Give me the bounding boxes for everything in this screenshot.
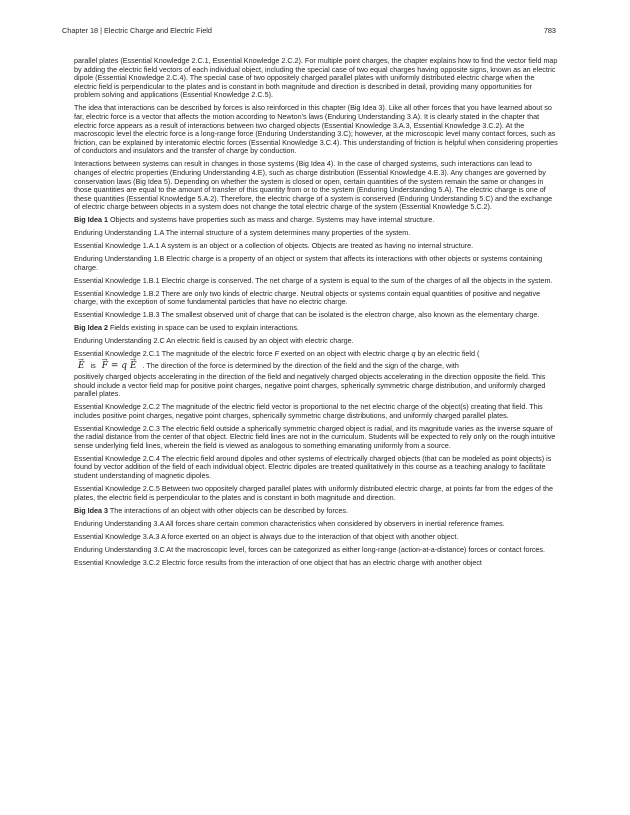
force-equation: → F = q → E [102,359,137,373]
paragraph-group-2 [74,403,558,567]
paragraph: Essential Knowledge 2.C.2 The magnitude of the electric field vector is proportional to the net electric charge of the object(s) creating that field. This includes positive point charges, negative point charges, spherically symmetric charge distributions, and uniformly charged parallel plates. [74,402,543,420]
paragraph: Big Idea 2 Fields existing in space can be used to explain interactions. [74,323,299,333]
paragraph: Big Idea 1 Objects and systems have properties such as mass and charge. Systems may have internal structure. [74,215,435,225]
paragraph: Enduring Understanding 1.B Electric charge is a property of an object or system that affects its interactions with other objects or systems containing charge. [74,254,543,272]
paragraph: Essential Knowledge 1.B.3 The smallest observed unit of charge that can be isolated is the electron charge, also known as the elementary charge. [74,310,540,320]
paragraph: Essential Knowledge 1.B.2 There are only two kinds of electric charge. Neutral objects or systems contain equal quantities of positive and negative charge, with the exception of some fundamental particles that have no electric charge. [74,288,541,307]
is-word: is [90,360,96,370]
paragraph: The idea that interactions can be described by forces is also reinforced in this chapter (Big Idea 3). Like all other forces that you have learned about so far, electric force is a vector that affects the motion according to Newton's laws (Enduring Understanding 3.A). It is clearly stated in the chapter that electric force appears as a result of interactions between two charged objects (Essential Knowledge 3.A.3, Essential Knowledge 3.C.2). At the macroscopic level the electric force is a long-range force (Enduring Understanding 3.C); however, at the microscopic level many contact forces, such as friction, can be explained by interatomic electric forces (Essential Knowledge 3.C.4). This understanding of friction is helpful when considering properties of conductors and insulators and the transfer of charge by conduction. [74,103,558,156]
paragraph: Big Idea 3 The interactions of an object with other objects can be described by forces. [74,505,348,515]
paragraph: Essential Knowledge 3.A.3 A force exerted on an object is always due to the interaction of that object with another object. [74,531,459,541]
paragraph-group-1 [74,57,558,346]
formula-line: → E is → F = q → E . The direction of the force is determined by the direction of the field and the sign of the charge, with [74,361,459,370]
paragraph: Essential Knowledge 3.C.2 Electric force results from the interaction of one object that has an electric charge with another object [74,557,482,567]
paragraph: Interactions between systems can result in changes in those systems (Big Idea 4). In the case of charged systems, such interactions can lead to changes of electric properties (Enduring Understanding 4.E), such as charge distribution (Essential Knowledge 4.E.3). Any changes are governed by conservation laws (Big Idea 5). Depending on whether the system is closed or open, certain quantities of the system remain the same or changes in those quantities are equal to the amount of transfer of this quantity from or to the system (Enduring Understanding 5.A). The electric charge is one of these quantities (Essential Knowledge 5.A.2). Therefore, the electric charge of a system is conserved (Enduring Understanding 5.C) and the exchange of electric charge between objects in a system does not change the total electric charge of the system (Essential Knowledge 5.C.2). [74,159,553,212]
variable-q: q [411,349,416,359]
big-idea-label: Big Idea 2 [74,323,108,333]
paragraph: Essential Knowledge 2.C.3 The electric field outside a spherically symmetric charged object is radial, and its magnitude varies as the inverse square of the radial distance from the center of that object. Electric field lines are not in the curriculum. Students will be expected to rely only on the rough intuitive sense underlying field lines, wherein the field is viewed as analogous to something emanating uniformly from a source. [74,423,556,450]
chapter-title: Chapter 18 | Electric Charge and Electric Field [62,26,212,35]
paragraph: Essential Knowledge 1.B.1 Electric charge is conserved. The net charge of a system is equal to the sum of the charges of all the objects in the system. [74,275,553,285]
paragraph: parallel plates (Essential Knowledge 2.C.1, Essential Knowledge 2.C.2). For multiple point charges, the chapter explains how to find the vector field map by adding the electric field vectors of each individual object, including the special case of two equal charges having opposite signs, known as an electric dipole (Essential Knowledge 2.C.4). The special case of two oppositely charged parallel plates with uniformly distributed electric charge when the electric field is perpendicular to the plates and is constant in both magnitude and direction is described in detail, providing many opportunities for problem solving and applications (Essential Knowledge 2.C.5). [74,56,558,100]
paragraph: Enduring Understanding 3.A All forces share certain common characteristics when considered by observers in inertial reference frames. [74,518,505,528]
paragraph: Enduring Understanding 1.A The internal structure of a system determines many properties of the system. [74,228,411,238]
paragraph: Enduring Understanding 2.C An electric field is caused by an object with electric charge. [74,336,354,346]
paragraph-ek-2c1: Essential Knowledge 2.C.1 The magnitude of the electric force F exerted on an object with electric charge q by an electric field ( → E is → F = q → E . The direction of the force is determined by the direction of the field and the sign of the charge, with positively charged objects accelerating in the direction of the field and negatively charged objects accelerating in the direction opposite the field. This should include a vector field map for positive point charges, negative point charges, spherically symmetric charge distribution, and uniformly charged parallel plates. [74,350,558,398]
variable-F: F [274,349,279,359]
page-number: 783 [543,26,556,35]
big-idea-label: Big Idea 1 [74,215,108,225]
paragraph: Essential Knowledge 2.C.4 The electric field around dipoles and other systems of electrically charged objects (that can be modeled as point objects) is found by vector addition of the field of each individual object. Electric dipoles are treated qualitatively in this course as a teaching analogy to facilitate student understanding of magnetic dipoles. [74,453,552,481]
big-idea-label: Big Idea 3 [74,505,108,515]
paragraph: Essential Knowledge 1.A.1 A system is an object or a collection of objects. Objects are treated as having no internal structure. [74,241,474,251]
page-body [74,57,558,572]
paragraph: Enduring Understanding 3.C At the macroscopic level, forces can be categorized as either long-range (action-at-a-distance) forces or contact forces. [74,544,546,554]
vector-E: → E [78,359,85,373]
paragraph: Essential Knowledge 2.C.5 Between two oppositely charged parallel plates with uniformly distributed electric charge, at points far from the edges of the plates, the electric field is perpendicular to the plates and is constant in both magnitude and direction. [74,484,554,502]
